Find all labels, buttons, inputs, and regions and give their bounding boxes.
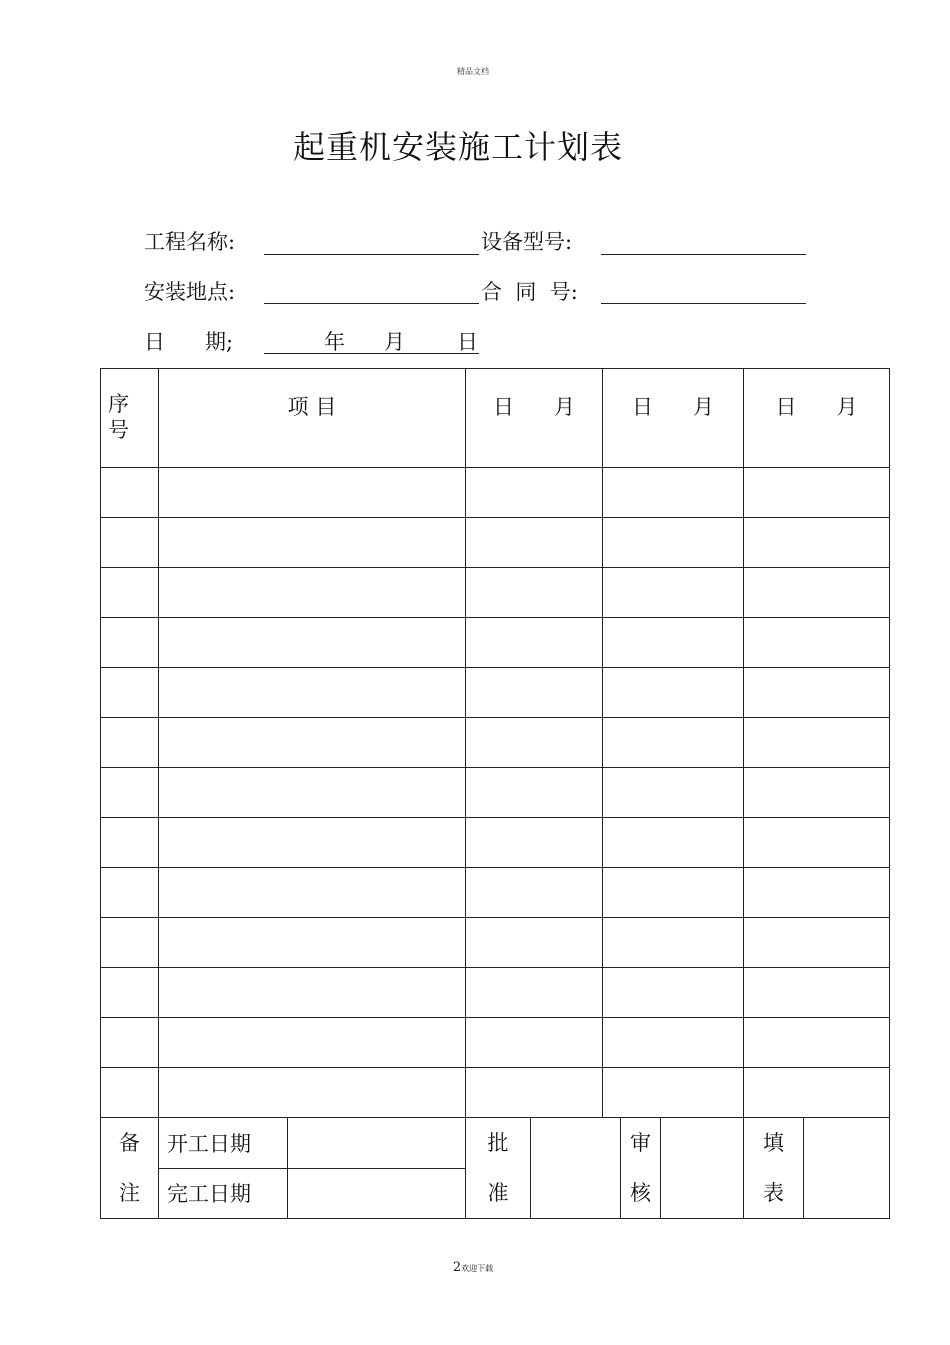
date-2-cell[interactable] [603, 618, 744, 668]
start-date-label: 开工日期 [159, 1118, 288, 1169]
remark-label-top: 备 [119, 1131, 140, 1155]
item-cell[interactable] [159, 918, 466, 968]
seq-cell[interactable] [101, 568, 159, 618]
table-row [101, 718, 890, 768]
remark-label [101, 1118, 159, 1219]
approve-signature[interactable] [531, 1118, 621, 1219]
review-signature[interactable] [661, 1118, 744, 1219]
item-cell[interactable] [159, 468, 466, 518]
date-3-cell[interactable] [744, 968, 890, 1018]
fill-label-top: 填 [763, 1131, 784, 1155]
item-cell[interactable] [159, 568, 466, 618]
table-row [101, 818, 890, 868]
date-day: 日 [457, 330, 478, 354]
item-cell[interactable] [159, 518, 466, 568]
date-2-cell[interactable] [603, 868, 744, 918]
date-1-cell[interactable] [466, 568, 603, 618]
date-3-cell[interactable] [744, 768, 890, 818]
item-cell[interactable] [159, 818, 466, 868]
table-row [101, 468, 890, 518]
seq-cell[interactable] [101, 1018, 159, 1068]
date-1-cell[interactable] [466, 1018, 603, 1068]
date-field[interactable] [264, 353, 479, 354]
item-cell[interactable] [159, 718, 466, 768]
date-3-cell[interactable] [744, 468, 890, 518]
date-2-cell[interactable] [603, 568, 744, 618]
fill-label-bottom: 表 [763, 1181, 784, 1205]
approve-label-bottom: 准 [487, 1181, 509, 1205]
item-cell[interactable] [159, 618, 466, 668]
seq-cell[interactable] [101, 1068, 159, 1118]
end-date-label: 完工日期 [159, 1168, 288, 1219]
date-2-cell[interactable] [603, 518, 744, 568]
approve-label-top: 批 [487, 1131, 509, 1155]
table-row [101, 1018, 890, 1068]
table-row [101, 668, 890, 718]
item-header: 项 目 [159, 369, 466, 468]
install-location-label: 安装地点: [144, 280, 236, 304]
date-col-3-header: 日 月 [744, 369, 890, 468]
item-cell[interactable] [159, 968, 466, 1018]
table-row [101, 918, 890, 968]
date-2-cell[interactable] [603, 918, 744, 968]
date-2-cell[interactable] [603, 1068, 744, 1118]
review-label-bottom: 核 [630, 1181, 651, 1205]
table-row [101, 768, 890, 818]
date-2-cell[interactable] [603, 1018, 744, 1068]
date-1-cell[interactable] [466, 968, 603, 1018]
end-date-value[interactable] [288, 1168, 466, 1219]
seq-cell[interactable] [101, 818, 159, 868]
project-name-field[interactable] [264, 254, 479, 255]
page-number: 2 [452, 1260, 462, 1275]
date-1-cell[interactable] [466, 718, 603, 768]
table-header-row [101, 369, 890, 468]
date-3-cell[interactable] [744, 618, 890, 668]
equipment-model-label: 设备型号: [481, 230, 573, 254]
install-location-field[interactable] [264, 303, 479, 304]
date-1-cell[interactable] [466, 668, 603, 718]
table-row [101, 1068, 890, 1118]
seq-cell[interactable] [101, 718, 159, 768]
date-month: 月 [384, 330, 405, 354]
seq-header [101, 369, 159, 468]
table-row [101, 868, 890, 918]
contract-no-field[interactable] [601, 303, 806, 304]
date-3-cell[interactable] [744, 1018, 890, 1068]
date-3-cell[interactable] [744, 918, 890, 968]
table-row [101, 618, 890, 668]
date-2-cell[interactable] [603, 968, 744, 1018]
table-row [101, 968, 890, 1018]
date-2-cell[interactable] [603, 468, 744, 518]
date-1-cell[interactable] [466, 868, 603, 918]
item-cell[interactable] [159, 1068, 466, 1118]
contract-no-label: 合 同 号: [481, 280, 578, 304]
date-3-cell[interactable] [744, 568, 890, 618]
page-title: 起重机安装施工计划表 [292, 128, 623, 166]
date-2-cell[interactable] [603, 818, 744, 868]
review-label [621, 1118, 661, 1219]
item-cell[interactable] [159, 768, 466, 818]
seq-cell[interactable] [101, 968, 159, 1018]
review-label-top: 审 [630, 1131, 651, 1155]
header-note: 精品文档 [457, 67, 489, 76]
seq-cell[interactable] [101, 518, 159, 568]
seq-cell[interactable] [101, 468, 159, 518]
approve-label [466, 1118, 531, 1219]
seq-cell[interactable] [101, 768, 159, 818]
date-3-cell[interactable] [744, 868, 890, 918]
date-2-cell[interactable] [603, 718, 744, 768]
date-2-cell[interactable] [603, 768, 744, 818]
date-2-cell[interactable] [603, 668, 744, 718]
date-label: 日 期; [144, 330, 234, 354]
date-1-cell[interactable] [466, 518, 603, 568]
remark-label-bottom: 注 [119, 1181, 140, 1205]
item-cell[interactable] [159, 868, 466, 918]
page-footer-text: 欢迎下载 [461, 1264, 494, 1273]
seq-cell[interactable] [101, 868, 159, 918]
start-date-value[interactable] [288, 1118, 466, 1169]
date-1-cell[interactable] [466, 618, 603, 668]
date-1-cell[interactable] [466, 1068, 603, 1118]
date-3-cell[interactable] [744, 668, 890, 718]
date-1-cell[interactable] [466, 768, 603, 818]
date-3-cell[interactable] [744, 518, 890, 568]
seq-cell[interactable] [101, 668, 159, 718]
seq-header-bottom: 号 [108, 418, 129, 442]
seq-cell[interactable] [101, 618, 159, 668]
table-row [101, 518, 890, 568]
date-3-cell[interactable] [744, 1068, 890, 1118]
item-cell[interactable] [159, 1018, 466, 1068]
equipment-model-field[interactable] [601, 254, 806, 255]
date-3-cell[interactable] [744, 718, 890, 768]
plan-table [100, 368, 890, 1219]
fill-label [744, 1118, 804, 1219]
date-col-2-header: 日 月 [603, 369, 744, 468]
project-name-label: 工程名称: [144, 230, 236, 254]
footer-row-1 [101, 1118, 890, 1169]
fill-signature[interactable] [804, 1118, 890, 1219]
item-cell[interactable] [159, 668, 466, 718]
seq-cell[interactable] [101, 918, 159, 968]
table-row [101, 568, 890, 618]
date-col-1-header: 日 月 [466, 369, 603, 468]
date-1-cell[interactable] [466, 468, 603, 518]
seq-header-top: 序 [108, 392, 129, 416]
page-footer [0, 1260, 946, 1275]
date-1-cell[interactable] [466, 818, 603, 868]
date-1-cell[interactable] [466, 918, 603, 968]
date-year: 年 [324, 330, 345, 354]
date-3-cell[interactable] [744, 818, 890, 868]
